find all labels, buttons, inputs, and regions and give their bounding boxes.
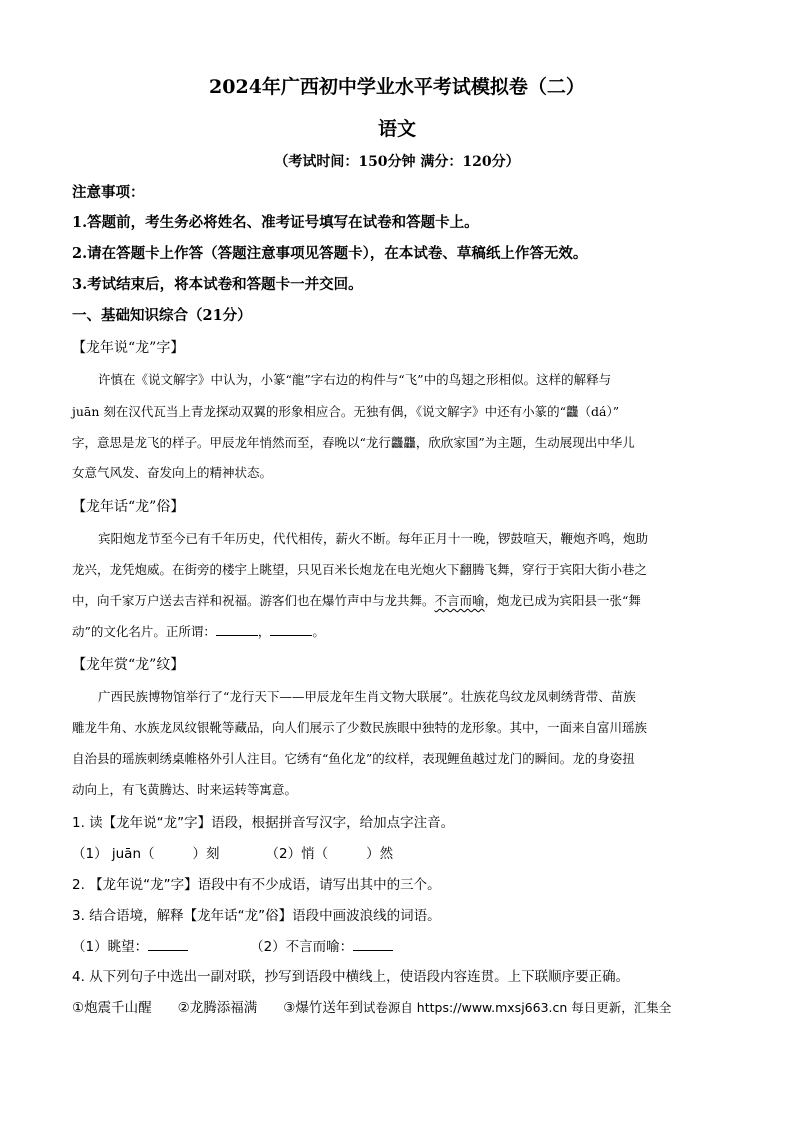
notice-item: 2.请在答题卡上作答（答题注意事项见答题卡），在本试卷、草稿纸上作答无效。 xyxy=(72,245,588,262)
passage-text: 动”的文化名片。正所谓： xyxy=(72,624,216,639)
passage-line: 龙兴，龙凭炮威。在街旁的楼宇上眺望，只见百米长炮龙在电光炮火下翻腾飞舞，穿行于宾阳大街小巷之 xyxy=(72,562,648,577)
passage-line: 雕龙牛角、水族龙凤纹银靴等藏品，向人们展示了少数民族眼中独特的龙形象。其中，一面来自富川瑶族 xyxy=(72,720,648,735)
question-1-answers xyxy=(72,842,732,862)
q4-option: ①炮震千山醒 xyxy=(72,1000,152,1016)
passage-text: 中，向千家万户送去吉祥和祝福。游客们也在爆竹声中与龙共舞。 xyxy=(72,593,435,608)
notice-item: 3.考试结束后，将本试卷和答题卡一并交回。 xyxy=(72,276,363,293)
q4-option: ③爆竹送年到 xyxy=(283,1000,363,1016)
notice-title: 注意事项： xyxy=(72,184,145,201)
passage-text: ，炮龙已成为宾阳县一张“舞 xyxy=(484,593,641,608)
watermark-text: 试卷源自 https://www.mxsj663.cn 每日更新，汇集全 xyxy=(362,1000,672,1015)
q3-part1-label: （1）眺望： xyxy=(72,939,149,955)
q1-part2-label: （2）悄（ xyxy=(265,846,329,862)
section-title: 一、基础知识综合（21分） xyxy=(72,307,252,324)
passage-heading: 【龙年赏“龙”纹】 xyxy=(72,657,185,673)
question-1: 1. 读【龙年说“龙”字】语段，根据拼音写汉字，给加点字注音。 xyxy=(72,815,455,831)
q1-part2-end: ）然 xyxy=(366,846,394,862)
passage-line: 自治县的瑶族刺绣桌帷格外引人注目。它绣有“鱼化龙”的纹样，表现鲤鱼越过龙门的瞬间。龙的身姿扭 xyxy=(72,751,635,766)
exam-title: 2024年广西初中学业水平考试模拟卷（二） xyxy=(209,76,585,98)
punctuation: 。 xyxy=(312,624,325,639)
couplet-blank-2[interactable] xyxy=(270,623,312,636)
passage-heading: 【龙年话“龙”俗】 xyxy=(72,499,185,515)
passage-line: 宾阳炮龙节至今已有千年历史，代代相传，薪火不断。每年正月十一晚，锣鼓喧天，鞭炮齐鸣，炮助 xyxy=(98,531,649,546)
q4-option: ②龙腾添福满 xyxy=(177,1000,258,1016)
passage-line: 字，意思是龙飞的样子。甲辰龙年悄然而至，春晚以“龙行龘龘，欣欣家国”为主题，生动展现出中华儿 xyxy=(72,435,635,450)
passage-line: 动向上，有飞黄腾达、时来运转等寓意。 xyxy=(72,782,298,797)
question-3-answers xyxy=(72,935,732,955)
question-2: 2. 【龙年说“龙”字】语段中有不少成语，请写出其中的三个。 xyxy=(72,877,441,893)
exam-info: （考试时间：150分钟 满分：120分） xyxy=(274,154,520,170)
q3-answer-blank-2[interactable] xyxy=(353,938,393,951)
wavy-underlined-word: 不言而喻 xyxy=(434,593,485,608)
question-4-options xyxy=(72,996,722,1016)
passage-line: juān 刻在汉代瓦当上青龙探动双翼的形象相应合。无独有偶，《说文解字》中还有小篆的“龘（dá）” xyxy=(72,404,620,419)
passage-heading: 【龙年说“龙”字】 xyxy=(72,340,185,356)
passage-line xyxy=(72,591,732,609)
q3-answer-blank-1[interactable] xyxy=(148,938,188,951)
question-4: 4. 从下列句子中选出一副对联，抄写到语段中横线上，使语段内容连贯。上下联顺序要正确。 xyxy=(72,969,630,985)
q1-part1-label: （1） juān（ xyxy=(72,846,155,862)
punctuation: ， xyxy=(257,624,271,639)
subject-title: 语文 xyxy=(377,118,416,140)
couplet-blank-1[interactable] xyxy=(216,623,258,636)
q1-part1-end: ）刻 xyxy=(192,846,220,862)
notice-item: 1.答题前，考生务必将姓名、准考证号填写在试卷和答题卡上。 xyxy=(72,214,479,231)
q3-part2-label: （2）不言而喻： xyxy=(250,939,354,955)
passage-line: 许慎在《说文解字》中认为，小篆“龍”字右边的构件与“飞”中的鸟翅之形相似。这样的解释与 xyxy=(98,372,612,387)
passage-line: 广西民族博物馆举行了“龙行天下——甲辰龙年生肖文物大联展”。壮族花鸟纹龙凤刺绣背带、苗族 xyxy=(98,689,636,704)
passage-line xyxy=(72,622,732,640)
question-3: 3. 结合语境，解释【龙年话“龙”俗】语段中画波浪线的词语。 xyxy=(72,908,441,924)
passage-line: 女意气风发、奋发向上的精神状态。 xyxy=(72,465,273,480)
